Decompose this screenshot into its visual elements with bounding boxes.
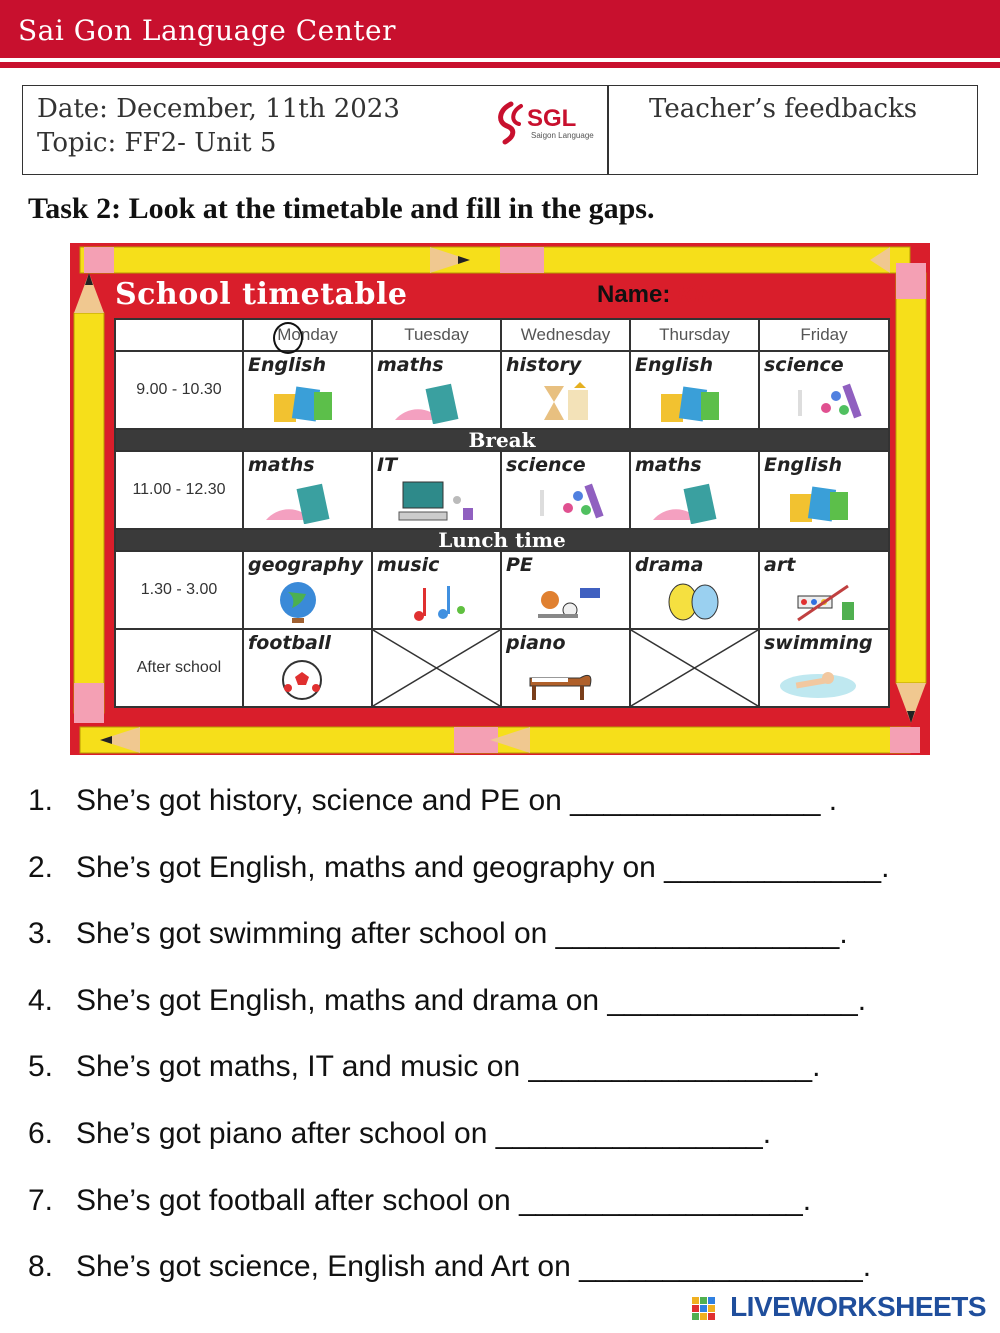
calculator-icon	[639, 480, 739, 524]
empty-cell	[372, 629, 501, 707]
day-header-wednesday: Wednesday	[501, 319, 630, 351]
liveworksheets-icon	[692, 1297, 716, 1321]
timetable-name	[597, 281, 722, 309]
subject-cell: art	[759, 551, 889, 629]
lab-icon	[510, 480, 610, 524]
cross-icon	[631, 630, 758, 706]
empty-cell	[630, 629, 759, 707]
subject-cell: English	[630, 351, 759, 429]
feedback-label: Teacher’s feedbacks	[649, 94, 918, 124]
football-icon	[252, 658, 352, 702]
question-text: She’s got swimming after school on _________________.	[76, 917, 848, 951]
masks-icon	[639, 580, 739, 624]
piano-icon	[510, 658, 610, 702]
break-row: Break	[115, 429, 889, 451]
day-header-monday: Monday	[243, 319, 372, 351]
sports-icon	[510, 580, 610, 624]
swimming-icon	[768, 658, 868, 702]
question-text: She’s got football after school on _________________.	[76, 1183, 812, 1217]
name-label: Name:	[597, 281, 671, 308]
subject-cell: IT	[372, 451, 501, 529]
day-header-tuesday: Tuesday	[372, 319, 501, 351]
subject-cell: maths	[243, 451, 372, 529]
question-text: She’s got piano after school on ________________.	[76, 1116, 772, 1150]
question-item: 7. She’s got football after school on _________________.	[28, 1183, 812, 1217]
question-item: 8. She’s got science, English and Art on _________________.	[28, 1250, 872, 1284]
lunch-row: Lunch time	[115, 529, 889, 551]
paint-icon	[768, 580, 868, 624]
subject-cell: science	[501, 451, 630, 529]
question-item: 6. She’s got piano after school on ________________.	[28, 1116, 772, 1150]
lab-icon	[768, 380, 868, 424]
question-text: She’s got science, English and Art on _________________.	[76, 1250, 872, 1284]
question-item: 4. She’s got English, maths and drama on _______________.	[28, 983, 867, 1017]
topic-text: Topic: FF2- Unit 5	[37, 128, 277, 158]
subject-cell: geography	[243, 551, 372, 629]
timetable-image	[70, 243, 930, 755]
subject-cell: English	[759, 451, 889, 529]
music-notes-icon	[381, 580, 481, 624]
subject-cell: science	[759, 351, 889, 429]
calculator-icon	[381, 380, 481, 424]
task-title: Task 2: Look at the timetable and fill in the gaps.	[28, 192, 655, 225]
subject-cell: maths	[630, 451, 759, 529]
subject-cell: music	[372, 551, 501, 629]
subject-cell: piano	[501, 629, 630, 707]
time-slot: 9.00 - 10.30	[115, 351, 243, 429]
subject-cell: English	[243, 351, 372, 429]
sgl-logo	[493, 96, 607, 146]
circle-mark	[273, 322, 303, 354]
question-text: She’s got English, maths and geography on _____________.	[76, 850, 890, 884]
liveworksheets-logo[interactable]	[686, 1291, 986, 1327]
subject-cell: drama	[630, 551, 759, 629]
date-text: Date: December, 11th 2023	[37, 94, 400, 124]
info-box	[22, 85, 978, 175]
time-slot: 11.00 - 12.30	[115, 451, 243, 529]
calculator-icon	[252, 480, 352, 524]
question-item: 1. She’s got history, science and PE on _______________ .	[28, 784, 838, 817]
day-header-thursday: Thursday	[630, 319, 759, 351]
name-value: Kim	[677, 281, 723, 308]
question-item: 2. She’s got English, maths and geography on _____________.	[28, 850, 890, 884]
cross-icon	[373, 630, 500, 706]
corner-cell	[115, 319, 243, 351]
hourglass-icon	[510, 380, 610, 424]
subject-cell: maths	[372, 351, 501, 429]
subject-cell: swimming	[759, 629, 889, 707]
books-icon	[252, 380, 352, 424]
timetable-grid	[114, 318, 890, 708]
books-icon	[639, 380, 739, 424]
svg-text:SGL: SGL	[527, 105, 577, 132]
day-header-friday: Friday	[759, 319, 889, 351]
header-bar	[0, 0, 1000, 58]
subject-cell: history	[501, 351, 630, 429]
question-text: She’s got English, maths and drama on _______________.	[76, 983, 867, 1017]
svg-text:Saigon Language: Saigon Language	[531, 131, 594, 140]
globe-icon	[252, 580, 352, 624]
question-item: 3. She’s got swimming after school on _________________.	[28, 917, 848, 951]
liveworksheets-text: LIVEWORKSHEETS	[730, 1291, 986, 1322]
question-list	[28, 784, 988, 1317]
timetable-title: School timetable	[115, 277, 408, 312]
info-divider	[607, 86, 609, 174]
books-icon	[768, 480, 868, 524]
question-text: She’s got history, science and PE on _______________ .	[76, 784, 838, 817]
time-slot: 1.30 - 3.00	[115, 551, 243, 629]
header-rule	[0, 62, 1000, 68]
subject-cell: football	[243, 629, 372, 707]
question-item: 5. She’s got maths, IT and music on _________________.	[28, 1050, 821, 1084]
center-name: Sai Gon Language Center	[18, 14, 396, 47]
computer-icon	[381, 480, 481, 524]
question-text: She’s got maths, IT and music on _________________.	[76, 1050, 821, 1084]
subject-cell: PE	[501, 551, 630, 629]
time-slot: After school	[115, 629, 243, 707]
